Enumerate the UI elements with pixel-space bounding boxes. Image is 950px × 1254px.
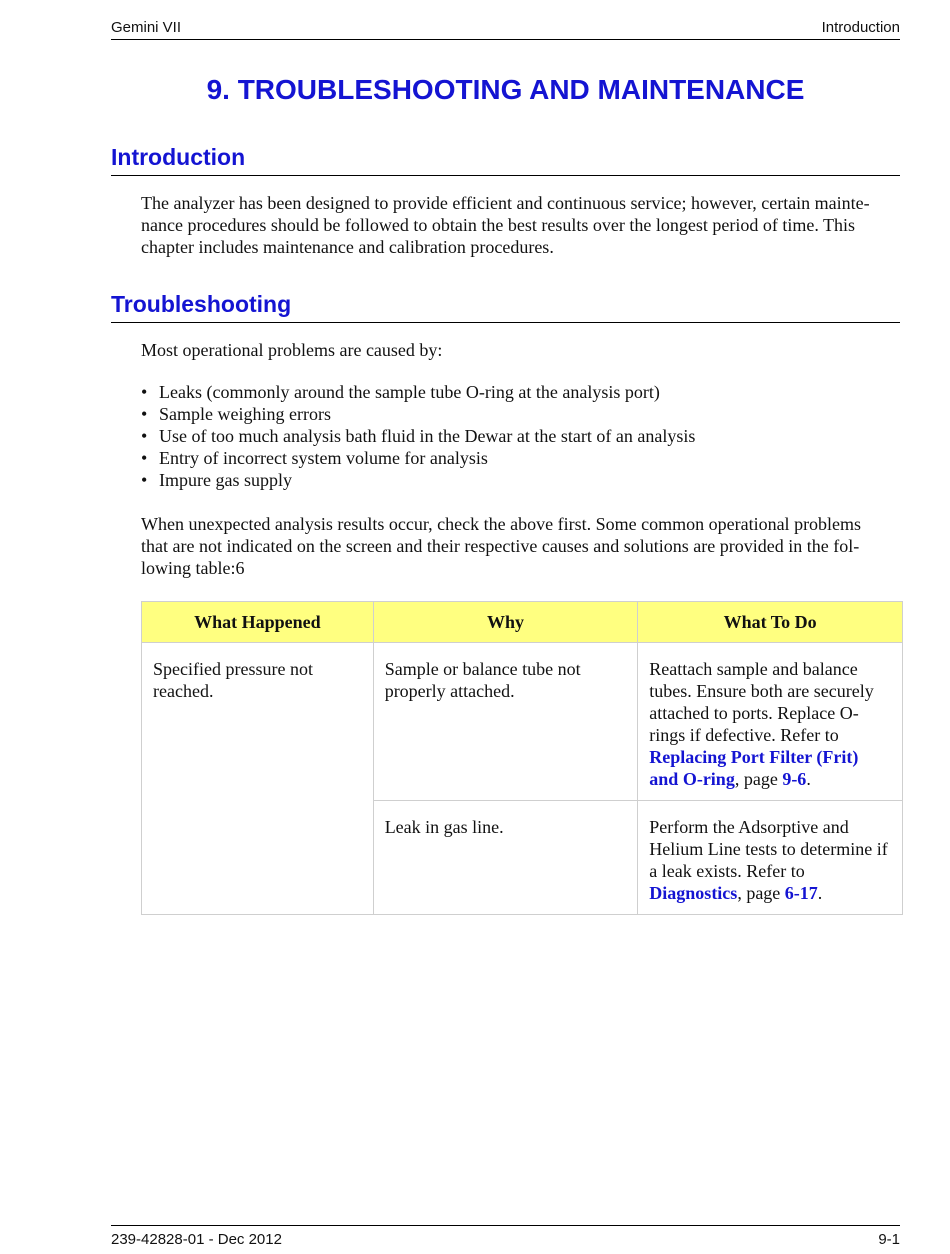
causes-list xyxy=(141,381,881,491)
cell-line: reached. xyxy=(153,681,214,701)
sentence-end: . xyxy=(806,769,811,789)
troubleshooting-lead: Most operational problems are caused by: xyxy=(141,340,443,360)
cell-line: properly attached. xyxy=(384,681,515,701)
page-link-6-17[interactable]: 6-17 xyxy=(784,883,818,903)
list-item-text: Leaks (commonly around the sample tube O-ring at the analysis port) xyxy=(159,382,660,402)
bullet-icon: • xyxy=(141,448,148,468)
header-section-name: Introduction xyxy=(821,19,900,36)
list-item xyxy=(141,425,881,447)
paragraph-line: When unexpected analysis results occur, check the above first. Some common operational problems xyxy=(141,514,862,534)
troubleshooting-paragraph xyxy=(141,513,899,579)
cell-line: Perform the Adsorptive and xyxy=(649,817,849,837)
cell-line: Leak in gas line. xyxy=(384,817,504,837)
paragraph-line: The analyzer has been designed to provide efficient and continuous service; however, certain mainte- xyxy=(141,193,870,213)
bullet-icon: • xyxy=(141,382,148,402)
running-footer xyxy=(111,1225,900,1250)
replacing-port-filter-link-cont[interactable]: and O-ring xyxy=(649,769,735,789)
list-item-text: Sample weighing errors xyxy=(159,404,331,424)
list-item xyxy=(141,403,881,425)
page-link-9-6[interactable]: 9-6 xyxy=(782,769,807,789)
bullet-icon: • xyxy=(141,404,148,424)
column-header-what-to-do: What To Do xyxy=(638,602,903,643)
cell-line: rings if defective. Refer to xyxy=(649,725,839,745)
footer-document-number: 239-42828-01 - Dec 2012 xyxy=(111,1231,282,1248)
table-row xyxy=(142,643,903,801)
cell-line: Sample or balance tube not xyxy=(384,659,581,679)
cell-line: Specified pressure not xyxy=(153,659,313,679)
cell-line: Reattach sample and balance xyxy=(649,659,858,679)
paragraph-line: nance procedures should be followed to obtain the best results over the longest period of time. This xyxy=(141,215,855,235)
running-header xyxy=(111,18,900,40)
cell-why xyxy=(373,643,638,801)
paragraph-line: lowing table:6 xyxy=(141,558,245,578)
paragraph-line: that are not indicated on the screen and their respective causes and solutions are provided in the fol- xyxy=(141,536,860,556)
introduction-paragraph xyxy=(141,192,899,258)
sentence-end: . xyxy=(817,883,823,903)
cell-line: Helium Line tests to determine if xyxy=(649,839,888,859)
cell-line: attached to ports. Replace O- xyxy=(649,703,859,723)
troubleshooting-heading: Troubleshooting xyxy=(111,291,900,323)
list-item xyxy=(141,469,881,491)
footer-page-number: 9-1 xyxy=(878,1231,900,1248)
bullet-icon: • xyxy=(141,470,148,490)
diagnostics-link[interactable]: Diagnostics xyxy=(649,883,738,903)
cell-line: a leak exists. Refer to xyxy=(649,861,805,881)
list-item xyxy=(141,381,881,403)
header-document-name: Gemini VII xyxy=(111,19,182,36)
list-item-text: Entry of incorrect system volume for analysis xyxy=(159,448,488,468)
table-header-row xyxy=(142,602,903,643)
cell-what-to-do xyxy=(638,801,903,915)
list-item xyxy=(141,447,881,469)
column-header-what-happened: What Happened xyxy=(142,602,374,643)
page-ref-text: , page xyxy=(734,769,783,789)
paragraph-line: chapter includes maintenance and calibration procedures. xyxy=(141,237,554,257)
cell-line: tubes. Ensure both are securely xyxy=(649,681,874,701)
column-header-why: Why xyxy=(373,602,638,643)
troubleshooting-table xyxy=(141,601,903,915)
bullet-icon: • xyxy=(141,426,148,446)
page-ref-text: , page xyxy=(737,883,785,903)
introduction-heading: Introduction xyxy=(111,144,900,176)
list-item-text: Use of too much analysis bath fluid in the Dewar at the start of an analysis xyxy=(159,426,696,446)
cell-what-to-do xyxy=(638,643,903,801)
replacing-port-filter-link[interactable]: Replacing Port Filter (Frit) xyxy=(649,747,859,767)
cell-what-happened xyxy=(142,643,374,915)
list-item-text: Impure gas supply xyxy=(159,470,292,490)
cell-why xyxy=(373,801,638,915)
chapter-title: 9. TROUBLESHOOTING AND MAINTENANCE xyxy=(206,74,805,105)
